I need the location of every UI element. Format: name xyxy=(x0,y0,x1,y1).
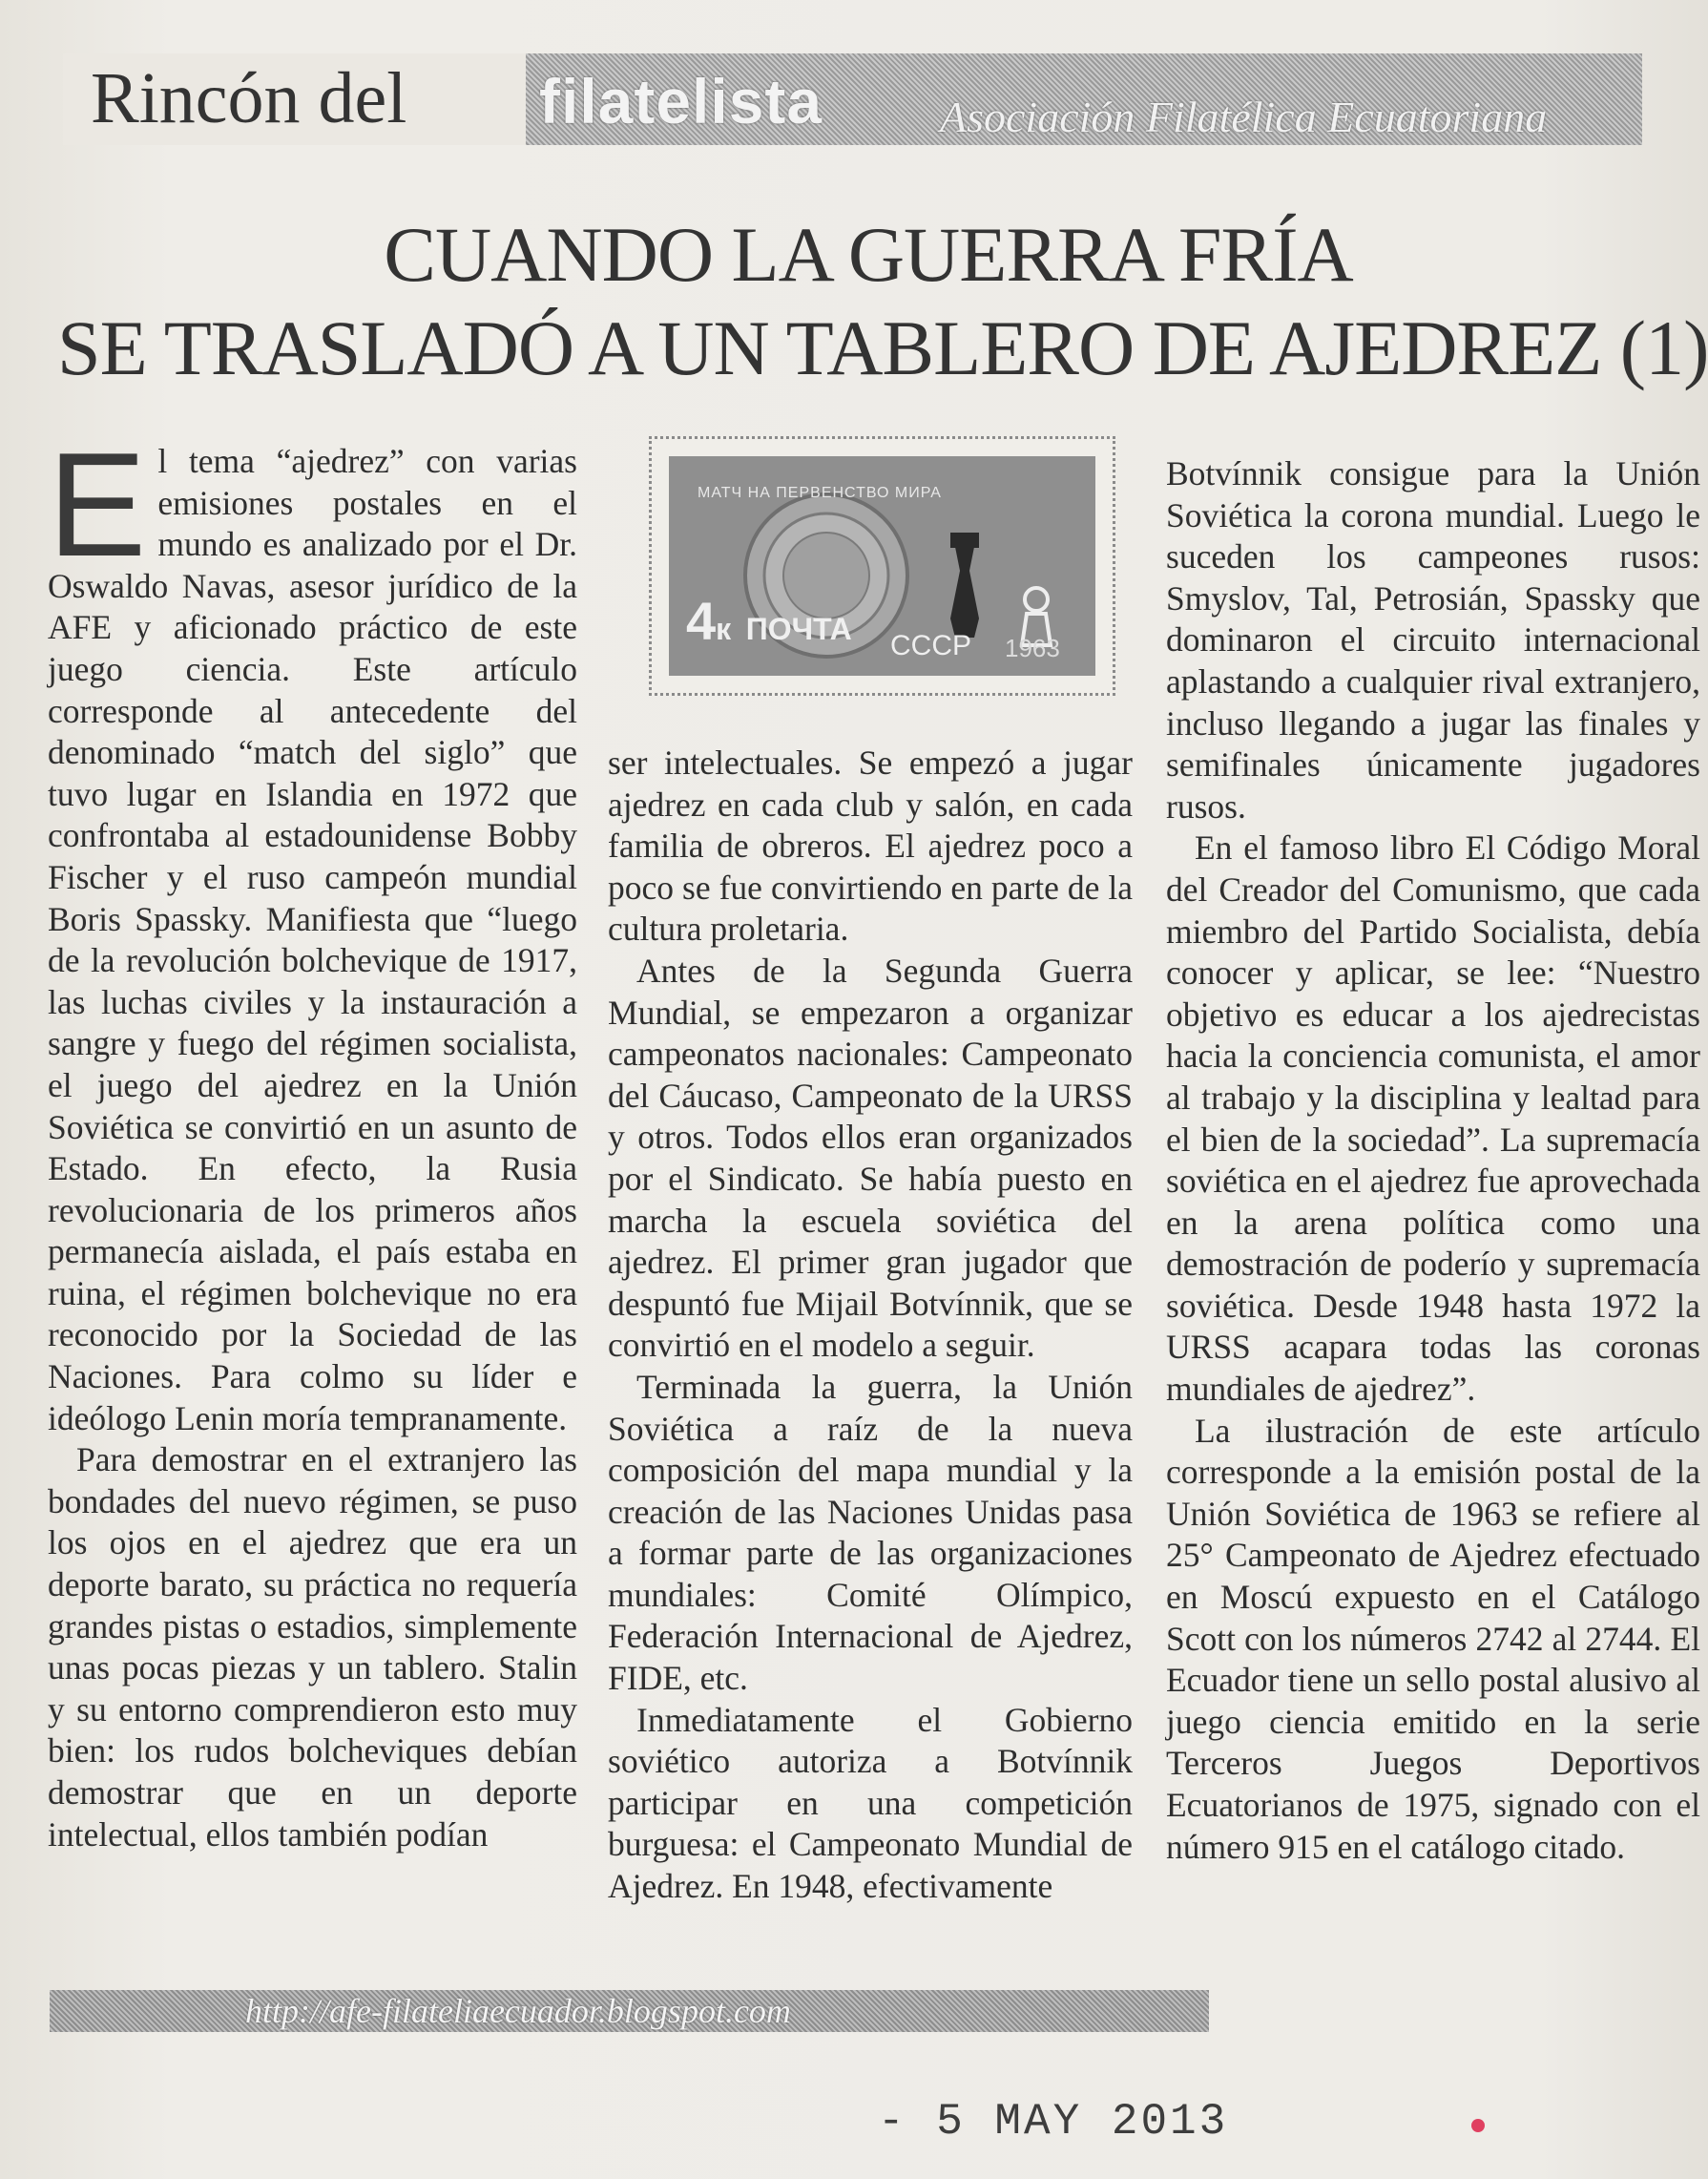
date-stamp: - 5 MAY 2013 xyxy=(878,2097,1229,2147)
article-column-1 xyxy=(48,422,577,1949)
article-paragraph: Terminada la guerra, la Unión Soviética a raíz de la nueva composición del mapa mundial y la creación de las Naciones Unidas pasa a formar parte de las organizaciones mundiales: Comité Olímpico, Federación Internacional de Ajedrez, FIDE, etc. xyxy=(608,1367,1133,1698)
article-paragraph: La ilustración de este artículo corresponde a la emisión postal de la Unión Soviética de 1963 se refiere al 25° Campeonato de Ajedrez efectuado en Moscú expuesto en el Catálogo Scott con los números 2742 al 2744. El Ecuador tiene un sello postal alusivo al juego ciencia emitido en la serie Terceros Juegos Deportivos Ecuatorianos de 1975, signado con el número 915 en el catálogo citado. xyxy=(1166,1411,1700,1866)
article-column-3 xyxy=(1166,453,1700,1961)
association-name: Asociación Filatélica Ecuatoriana xyxy=(940,93,1548,141)
headline xyxy=(57,208,1708,395)
stamp-value-unit: к xyxy=(716,612,732,646)
headline-line-2: SE TRASLADÓ A UN TABLERO DE AJEDREZ (1) xyxy=(57,304,1708,391)
article-column-2 xyxy=(608,743,1133,1950)
drop-cap: E xyxy=(48,422,147,587)
section-title: Rincón del xyxy=(91,58,407,138)
stamp-year: 1963 xyxy=(1005,634,1060,662)
postage-stamp xyxy=(649,436,1115,696)
stamp-value xyxy=(686,590,852,652)
article-paragraph: Para demostrar en el extranjero las bondades del nuevo régimen, se puso los ojos en el ajedrez que era un deporte barato, su práctica no requería grandes pistas o estadios, simplemente unas pocas piezas y un tablero. Stalin y su entorno comprendieron esto muy bien: los rudos bolcheviques debían demostrar que en un deporte intelectual, ellos también podían xyxy=(48,1440,577,1854)
stamp-image-area xyxy=(669,456,1095,676)
section-title-highlight: filatelista xyxy=(539,66,823,136)
stamp-postal-text: ПОЧТА xyxy=(745,612,852,646)
stamp-country: СССР xyxy=(890,630,972,661)
red-mark xyxy=(1471,2119,1485,2132)
article-paragraph xyxy=(48,422,577,1439)
article-paragraph: Botvínnik consigue para la Unión Soviética la corona mundial. Luego le suceden los campeones rusos: Smyslov, Tal, Petrosián, Spassky que dominaron el circuito internacional aplastando a cualquier rival extranjero, incluso llegando a jugar las finales y semifinales únicamente jugadores rusos. xyxy=(1166,454,1700,826)
paragraph-text: l tema “ajedrez” con varias emisiones postales en el mundo es analizado por el Dr. Oswaldo Navas, asesor jurídico de la AFE y aficionado práctico de este juego ciencia. Este artículo corresponde al antecedente del denominado “match del siglo” que tuvo lugar en Islandia en 1972 que confrontaba al estadounidense Bobby Fischer y el ruso campeón mundial Boris Spassky. Manifiesta que “luego de la revolución bolchevique de 1917, las luchas civiles y la instauración a sangre y fuego del régimen socialista, el juego del ajedrez en la Unión Soviética se convirtió en un asunto de Estado. En efecto, la Rusia revolucionaria de los primeros años permanecía aislada, el país estaba en ruina, el régimen bolchevique no era reconocido por la Sociedad de las Naciones. Para colmo su líder e ideólogo Lenin moría tempranamente. xyxy=(48,442,577,1437)
headline-line-1: CUANDO LA GUERRA FRÍA xyxy=(384,211,1353,298)
stamp-top-text: МАТЧ НА ПЕРВЕНСТВО МИРА xyxy=(698,485,942,501)
article-paragraph: Inmediatamente el Gobierno soviético autoriza a Botvínnik participar en una competición burguesa: el Campeonato Mundial de Ajedrez. En 1948, efectivamente xyxy=(608,1700,1133,1906)
footer-url: http://afe-filateliaecuador.blogspot.com xyxy=(245,1992,791,2030)
article-paragraph: En el famoso libro El Código Moral del Creador del Comunismo, que cada miembro del Partido Socialista, debía conocer y aplicar, se lee: “Nuestro objetivo es educar a los ajedrecistas hacia la conciencia comunista, el amor al trabajo y la disciplina y lealtad para el bien de la sociedad”. La supremacía soviética en el ajedrez fue aprovechada en la arena política como una demostración de poderío y supremacía soviética. Desde 1948 hasta 1972 la URSS acapara todas las coronas mundiales de ajedrez”. xyxy=(1166,828,1700,1409)
article-paragraph: Antes de la Segunda Guerra Mundial, se empezaron a organizar campeonatos nacionales: Campeonato del Cáucaso, Campeonato de la URSS y otros. Todos ellos eran organizados por el Sindicato. Se había puesto en marcha la escuela soviética del ajedrez. El primer gran jugador que despuntó fue Mijail Botvínnik, que se convirtió en el modelo a seguir. xyxy=(608,951,1133,1365)
article-paragraph: ser intelectuales. Se empezó a jugar ajedrez en cada club y salón, en cada familia de obreros. El ajedrez poco a poco se fue convirtiendo en parte de la cultura proletaria. xyxy=(608,744,1133,949)
stamp-value-number: 4 xyxy=(686,591,717,651)
